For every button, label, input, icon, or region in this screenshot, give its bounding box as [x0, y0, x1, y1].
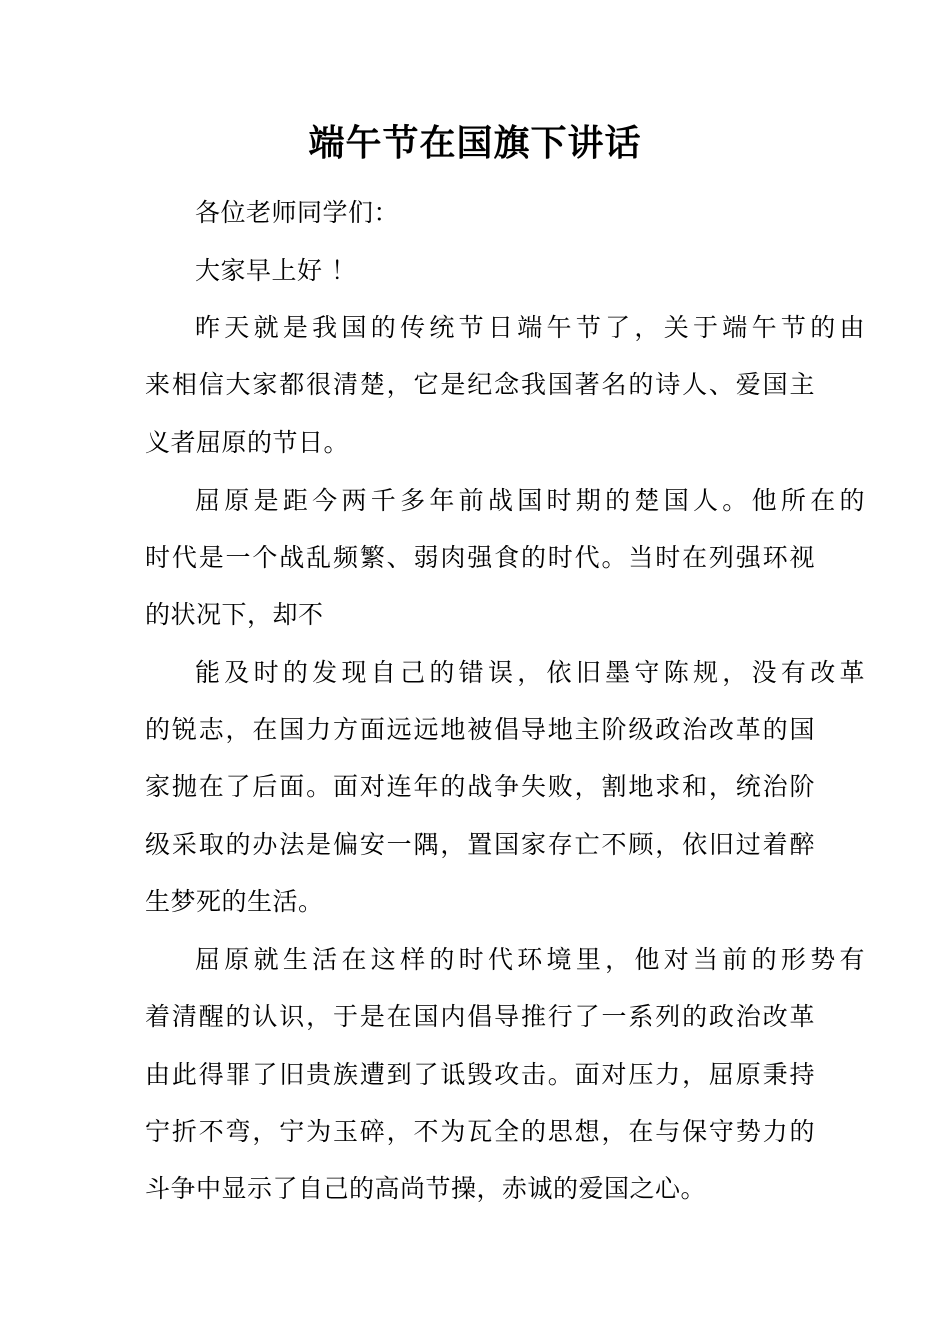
paragraph-1-line-2: 来相信大家都很清楚，它是纪念我国著名的诗人、爱国主	[145, 370, 815, 399]
paragraph-4-line-4: 宁折不弯，宁为玉碎，不为瓦全的思想，在与保守势力的	[145, 1117, 815, 1146]
greeting-line: 大家早上好 ！	[195, 256, 357, 285]
paragraph-3-line-4: 级采取的办法是偏安一隅，置国家存亡不顾，依旧过着醉	[145, 830, 815, 859]
paragraph-2-line-3: 的状况下，却不	[145, 600, 324, 629]
paragraph-4-line-3: 由此得罪了旧贵族遭到了诋毁攻击。面对压力，屈原秉持	[145, 1060, 815, 1089]
paragraph-4-line-1: 屈原就生活在这样的时代环境里，他对当前的形势有	[195, 945, 865, 974]
paragraph-1-line-3: 义者屈原的节日。	[145, 428, 350, 457]
salutation-line: 各位老师同学们：	[195, 198, 400, 227]
paragraph-3-line-2: 的锐志，在国力方面远远地被倡导地主阶级政治改革的国	[145, 715, 815, 744]
paragraph-3-line-5: 生梦死的生活。	[145, 887, 324, 916]
paragraph-4-line-5: 斗争中显示了自己的高尚节操，赤诚的爱国之心。	[145, 1174, 707, 1203]
document-title: 端午节在国旗下讲话	[308, 123, 642, 164]
paragraph-3-line-3: 家抛在了后面。面对连年的战争失败，割地求和，统治阶	[145, 772, 815, 801]
paragraph-1-line-1: 昨天就是我国的传统节日端午节了，关于端午节的由	[195, 313, 865, 342]
paragraph-3-line-1: 能及时的发现自己的错误，依旧墨守陈规，没有改革	[195, 658, 865, 687]
paragraph-4-line-2: 着清醒的认识，于是在国内倡导推行了一系列的政治改革	[145, 1002, 815, 1031]
paragraph-2-line-1: 屈原是距今两千多年前战国时期的楚国人。他所在的	[195, 486, 865, 515]
paragraph-2-line-2: 时代是一个战乱频繁、弱肉强食的时代。当时在列强环视	[145, 543, 815, 572]
